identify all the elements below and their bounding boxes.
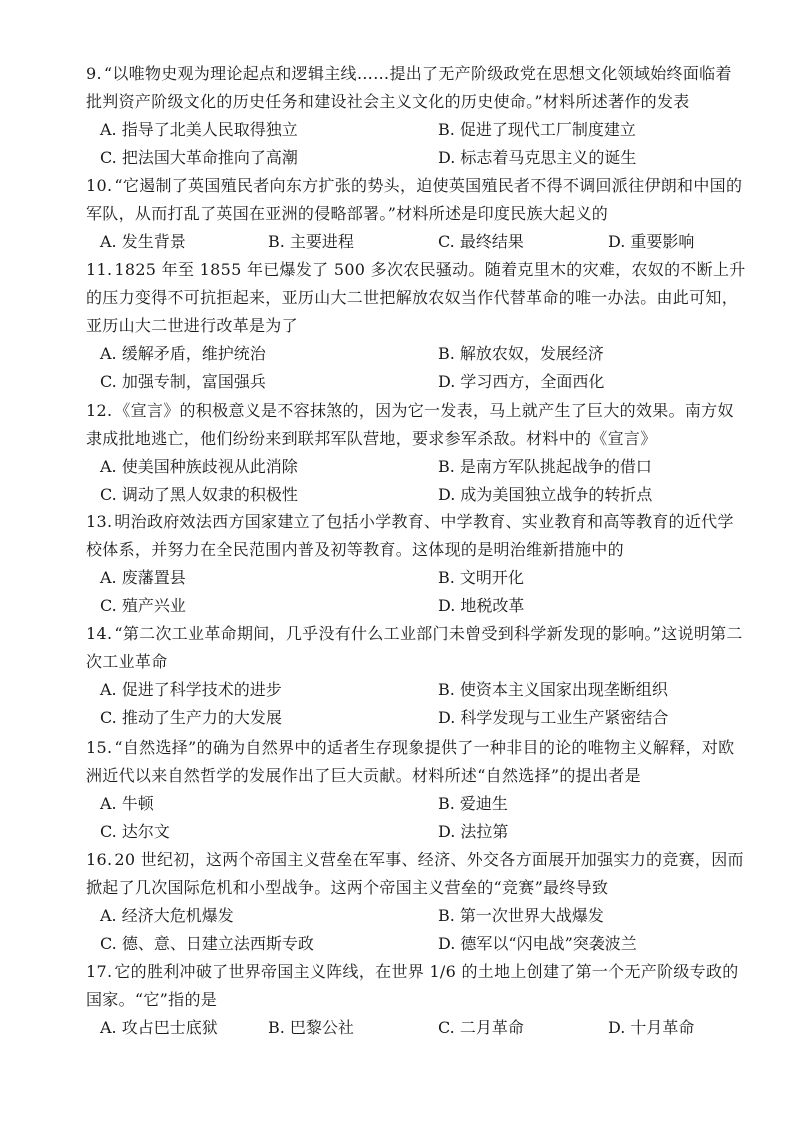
option-a: A. 发生背景 [100, 232, 186, 251]
option-a: A. 指导了北美人民取得独立 [100, 120, 298, 139]
question-13 [86, 508, 746, 620]
option-d: D. 十月革命 [608, 1018, 695, 1037]
option-c: C. 二月革命 [438, 1018, 524, 1037]
option-c: C. 殖产兴业 [100, 596, 186, 615]
question-stem: 20 世纪初，这两个帝国主义营垒在军事、经济、外交各方面展开加强实力的竞赛，因而掀起了几次国际危机和小型战争。这两个帝国主义营垒的“竞赛”最终导致 [86, 850, 744, 897]
option-b: B. 第一次世界大战爆发 [438, 906, 604, 925]
option-a: A. 牛顿 [100, 794, 154, 813]
question-number: 10. [86, 176, 113, 195]
option-a: A. 经济大危机爆发 [100, 906, 234, 925]
options-row [86, 790, 746, 818]
question-12 [86, 397, 746, 509]
options-row [86, 340, 746, 368]
option-b: B. 促进了现代工厂制度建立 [438, 120, 636, 139]
question-number: 16. [86, 850, 113, 869]
question-stem: “第二次工业革命期间，几乎没有什么工业部门未曾受到科学新发现的影响。”这说明第二次工业革命 [86, 624, 743, 671]
question-stem: 1825 年至 1855 年已爆发了 500 多次农民骚动。随着克里木的灾难，农奴的不断上升的压力变得不可抗拒起来，亚历山大二世把解放农奴当作代替革命的唯一办法。由此可知，亚历山大二世进行改革是为了 [86, 260, 746, 335]
option-b: B. 文明开化 [438, 568, 524, 587]
options-row [86, 481, 746, 509]
question-stem: “自然选择”的确为自然界中的适者生存现象提供了一种非目的论的唯物主义解释，对欧洲近代以来自然哲学的发展作出了巨大贡献。材料所述“自然选择”的提出者是 [86, 738, 735, 785]
options-row [86, 564, 746, 592]
options-row [86, 676, 746, 704]
option-d: D. 重要影响 [608, 232, 695, 251]
option-c: C. 最终结果 [438, 232, 524, 251]
options-row [86, 368, 746, 396]
option-c: C. 把法国大革命推向了高潮 [100, 148, 298, 167]
question-9 [86, 60, 746, 172]
option-b: B. 解放农奴，发展经济 [438, 344, 604, 363]
question-stem: “以唯物史观为理论起点和逻辑主线……提出了无产阶级政党在思想文化领域始终面临着批判资产阶级文化的历史任务和建设社会主义文化的历史使命。”材料所述著作的发表 [86, 64, 732, 111]
question-stem: 它的胜利冲破了世界帝国主义阵线，在世界 1/6 的土地上创建了第一个无产阶级专政的国家。“它”指的是 [86, 962, 739, 1009]
options-row [86, 930, 746, 958]
options-row [86, 902, 746, 930]
question-number: 14. [86, 624, 113, 643]
option-c: C. 调动了黑人奴隶的积极性 [100, 485, 298, 504]
option-a: A. 废藩置县 [100, 568, 186, 587]
question-11 [86, 256, 746, 396]
question-17 [86, 958, 746, 1042]
options-row [86, 228, 746, 256]
option-d: D. 法拉第 [438, 822, 509, 841]
option-b: B. 爱迪生 [438, 794, 508, 813]
option-c: C. 德、意、日建立法西斯专政 [100, 934, 314, 953]
options-row [86, 453, 746, 481]
option-b: B. 使资本主义国家出现垄断组织 [438, 680, 668, 699]
question-number: 13. [86, 512, 113, 531]
option-b: B. 主要进程 [268, 232, 354, 251]
option-b: B. 巴黎公社 [268, 1018, 354, 1037]
option-d: D. 成为美国独立战争的转折点 [438, 485, 653, 504]
question-15 [86, 734, 746, 846]
option-a: A. 使美国种族歧视从此消除 [100, 457, 298, 476]
options-row [86, 818, 746, 846]
question-stem: “它遏制了英国殖民者向东方扩张的势头，迫使英国殖民者不得不调回派往伊朗和中国的军队，从而打乱了英国在亚洲的侵略部署。”材料所述是印度民族大起义的 [86, 176, 743, 223]
question-number: 12. [86, 401, 113, 420]
options-row [86, 1014, 746, 1042]
question-16 [86, 846, 746, 958]
options-row [86, 144, 746, 172]
question-number: 11. [86, 260, 113, 279]
options-row [86, 704, 746, 732]
option-c: C. 推动了生产力的大发展 [100, 708, 282, 727]
option-d: D. 学习西方，全面西化 [438, 372, 605, 391]
question-stem: 明治政府效法西方国家建立了包括小学教育、中学教育、实业教育和高等教育的近代学校体系，并努力在全民范围内普及初等教育。这体现的是明治维新措施中的 [86, 512, 734, 559]
option-d: D. 德军以“闪电战”突袭波兰 [438, 934, 637, 953]
question-number: 17. [86, 962, 113, 981]
option-a: A. 促进了科学技术的进步 [100, 680, 282, 699]
question-10 [86, 172, 746, 256]
option-b: B. 是南方军队挑起战争的借口 [438, 457, 652, 476]
option-c: C. 达尔文 [100, 822, 170, 841]
option-d: D. 科学发现与工业生产紧密结合 [438, 708, 669, 727]
options-row [86, 592, 746, 620]
options-row [86, 116, 746, 144]
option-a: A. 攻占巴士底狱 [100, 1018, 218, 1037]
question-stem: 《宣言》的积极意义是不容抹煞的，因为它一发表，马上就产生了巨大的效果。南方奴隶成批地逃亡，他们纷纷来到联邦军队营地，要求参军杀敌。材料中的《宣言》 [86, 401, 734, 448]
question-number: 15. [86, 738, 113, 757]
option-d: D. 标志着马克思主义的诞生 [438, 148, 637, 167]
question-14 [86, 620, 746, 732]
question-number: 9. [86, 64, 102, 83]
option-c: C. 加强专制，富国强兵 [100, 372, 266, 391]
option-d: D. 地税改革 [438, 596, 525, 615]
option-a: A. 缓解矛盾，维护统治 [100, 344, 266, 363]
